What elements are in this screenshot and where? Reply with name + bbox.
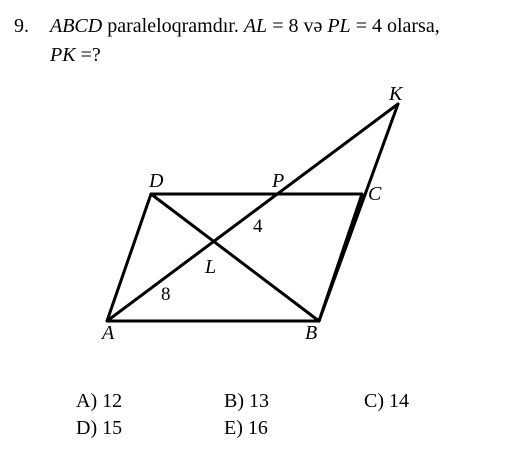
point-label-l: L	[205, 256, 217, 278]
line-bk	[319, 104, 398, 321]
question-number: 9.	[14, 15, 29, 37]
point-label-p: P	[272, 170, 285, 192]
answer-value: 13	[249, 390, 269, 412]
answer-letter: B)	[224, 390, 244, 412]
answer-value: 16	[247, 417, 268, 439]
answer-letter: D)	[76, 417, 98, 439]
point-label-a: A	[102, 322, 115, 344]
answer-letter: A)	[76, 390, 98, 412]
condition-1-value: = 8 və	[267, 15, 328, 37]
segment-label-pl: 4	[253, 216, 263, 237]
answer-value: 14	[389, 390, 409, 412]
point-label-c: C	[368, 183, 382, 205]
question-statement: paraleloqramdır.	[102, 15, 244, 37]
answer-value: 15	[102, 417, 123, 439]
condition-2-value: = 4 olarsa,	[350, 15, 440, 37]
point-label-d: D	[149, 170, 164, 192]
point-label-b: B	[305, 322, 318, 344]
answer-option-a[interactable]	[76, 389, 122, 413]
diagonal-db	[151, 194, 319, 321]
answer-option-d[interactable]	[76, 416, 122, 440]
answer-letter: E)	[224, 417, 243, 439]
point-label-k: K	[389, 83, 403, 105]
segment-label-al: 8	[161, 284, 171, 305]
answer-option-b[interactable]	[224, 389, 269, 413]
answer-option-c[interactable]	[364, 389, 409, 413]
answer-option-e[interactable]	[224, 416, 268, 440]
asked-segment: PK	[50, 44, 76, 66]
parallelogram-name: ABCD	[50, 15, 103, 37]
asked-value: =?	[75, 44, 101, 66]
condition-2-segment: PL	[327, 15, 351, 37]
condition-1-segment: AL	[243, 15, 268, 37]
answer-letter: C)	[364, 390, 384, 412]
answer-value: 12	[102, 390, 123, 412]
